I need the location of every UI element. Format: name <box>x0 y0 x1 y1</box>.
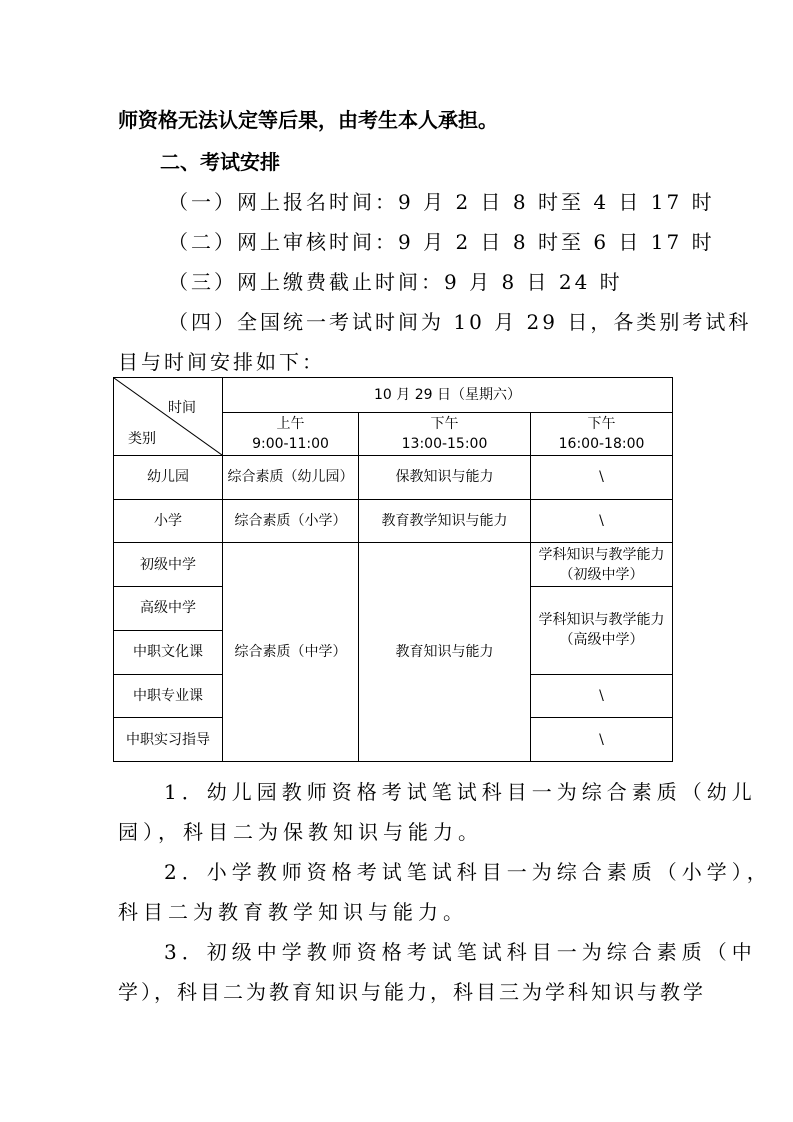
category-primary: 小学 <box>114 499 223 543</box>
item-exam-date-cont: 目与时间安排如下： <box>118 350 325 374</box>
category-kindergarten: 幼儿园 <box>114 456 223 500</box>
note-1-line-1: 1．幼儿园教师资格考试笔试科目一为综合素质（幼儿 <box>164 780 757 804</box>
section-heading: 二、考试安排 <box>160 150 280 174</box>
note-2-line-2: 科目二为教育教学知识与能力。 <box>118 900 468 924</box>
subject3-junior-middle: 学科知识与教学能力（初级中学） <box>531 543 673 587</box>
category-junior-middle: 初级中学 <box>114 543 223 587</box>
exam-schedule-table <box>113 377 673 762</box>
note-3-line-2: 学），科目二为教育知识与能力，科目三为学科知识与教学 <box>118 980 706 1004</box>
category-senior-middle: 高级中学 <box>114 587 223 631</box>
subject2-middle-school: 教育知识与能力 <box>359 543 531 762</box>
item-review-time: （二）网上审核时间：9 月 2 日 8 时至 6 日 17 时 <box>168 230 715 254</box>
item-payment-deadline: （三）网上缴费截止时间：9 月 8 日 24 时 <box>168 270 623 294</box>
subject2-primary: 教育教学知识与能力 <box>359 499 531 543</box>
session-morning: 上午 9:00-11:00 <box>223 413 359 456</box>
note-1-line-2: 园），科目二为保教知识与能力。 <box>118 820 483 844</box>
note-2-line-1: 2．小学教师资格考试笔试科目一为综合素质（小学）， <box>164 860 772 884</box>
subject3-vocational-internship: \ <box>531 718 673 762</box>
category-vocational-culture: 中职文化课 <box>114 630 223 674</box>
subject2-kindergarten: 保教知识与能力 <box>359 456 531 500</box>
corner-cell <box>114 378 223 456</box>
corner-category-label: 类别 <box>128 431 156 448</box>
subject3-primary: \ <box>531 499 673 543</box>
corner-time-label: 时间 <box>168 400 196 416</box>
date-header: 10 月 29 日（星期六） <box>223 378 673 413</box>
category-vocational-internship: 中职实习指导 <box>114 718 223 762</box>
subject1-middle-school: 综合素质（中学） <box>223 543 359 762</box>
session-afternoon-1: 下午 13:00-15:00 <box>359 413 531 456</box>
subject3-senior-middle: 学科知识与教学能力（高级中学） <box>531 587 673 674</box>
subject3-vocational-professional: \ <box>531 674 673 718</box>
item-registration-time: （一）网上报名时间：9 月 2 日 8 时至 4 日 17 时 <box>168 190 715 214</box>
subject3-kindergarten: \ <box>531 456 673 500</box>
session-afternoon-2: 下午 16:00-18:00 <box>531 413 673 456</box>
subject1-primary: 综合素质（小学） <box>223 499 359 543</box>
item-exam-date: （四）全国统一考试时间为 10 月 29 日，各类别考试科 <box>168 310 752 334</box>
category-vocational-professional: 中职专业课 <box>114 674 223 718</box>
intro-tail-line: 师资格无法认定等后果，由考生本人承担。 <box>118 108 498 132</box>
subject1-kindergarten: 综合素质（幼儿园） <box>223 456 359 500</box>
note-3-line-1: 3．初级中学教师资格考试笔试科目一为综合素质（中 <box>164 940 757 964</box>
